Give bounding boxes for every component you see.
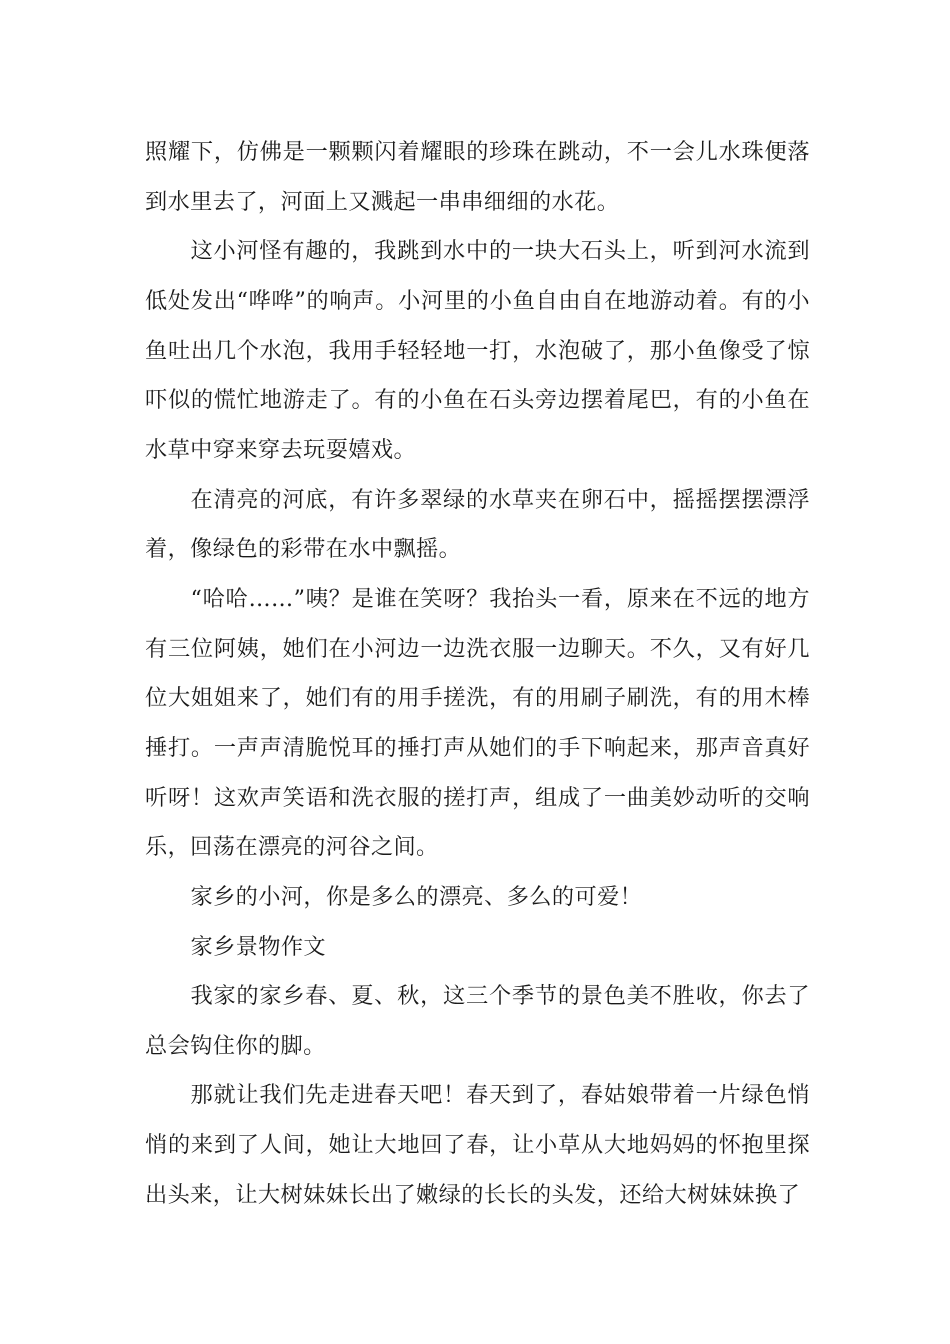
paragraph-1: 照耀下，仿佛是一颗颗闪着耀眼的珍珠在跳动，不一会儿水珠便落到水里去了，河面上又溅起一串串细细的水花。 — [145, 139, 810, 215]
paragraph-7: 我家的家乡春、夏、秋，这三个季节的景色美不胜收，你去了总会钩住你的脚。 — [145, 983, 810, 1059]
paragraph-8: 那就让我们先走进春天吧！春天到了，春姑娘带着一片绿色悄悄的来到了人间，她让大地回了春，让小草从大地妈妈的怀抱里探出头来，让大树妹妹长出了嫩绿的长长的头发，还给大树妹妹换了 — [145, 1082, 810, 1208]
paragraph-3: 在清亮的河底，有许多翠绿的水草夹在卵石中，摇摇摆摆漂浮着，像绿色的彩带在水中飘摇。 — [145, 486, 810, 563]
paragraph-5: 家乡的小河，你是多么的漂亮、多么的可爱！ — [190, 883, 643, 910]
essay-title: 家乡景物作文 — [190, 933, 327, 960]
paragraph-4: “哈哈……”咦？是谁在笑呀？我抬头一看，原来在不远的地方有三位阿姨，她们在小河边一边洗衣服一边聊天。不久，又有好几位大姐姐来了，她们有的用手搓洗，有的用刷子刷洗，有的用木棒捶打。一声声清脆悦耳的捶打声从她们的手下响起来，那声音真好听呀！这欢声笑语和洗衣服的搓打声，组成了一曲美妙动听的交响乐，回荡在漂亮的河谷之间。 — [145, 585, 810, 861]
paragraph-2: 这小河怪有趣的，我跳到水中的一块大石头上，听到河水流到低处发出“哗哗”的响声。小河里的小鱼自由自在地游动着。有的小鱼吐出几个水泡，我用手轻轻地一打，水泡破了，那小鱼像受了惊吓似的慌忙地游走了。有的小鱼在石头旁边摆着尾巴，有的小鱼在水草中穿来穿去玩耍嬉戏。 — [145, 238, 810, 463]
body-text — [145, 128, 810, 1220]
